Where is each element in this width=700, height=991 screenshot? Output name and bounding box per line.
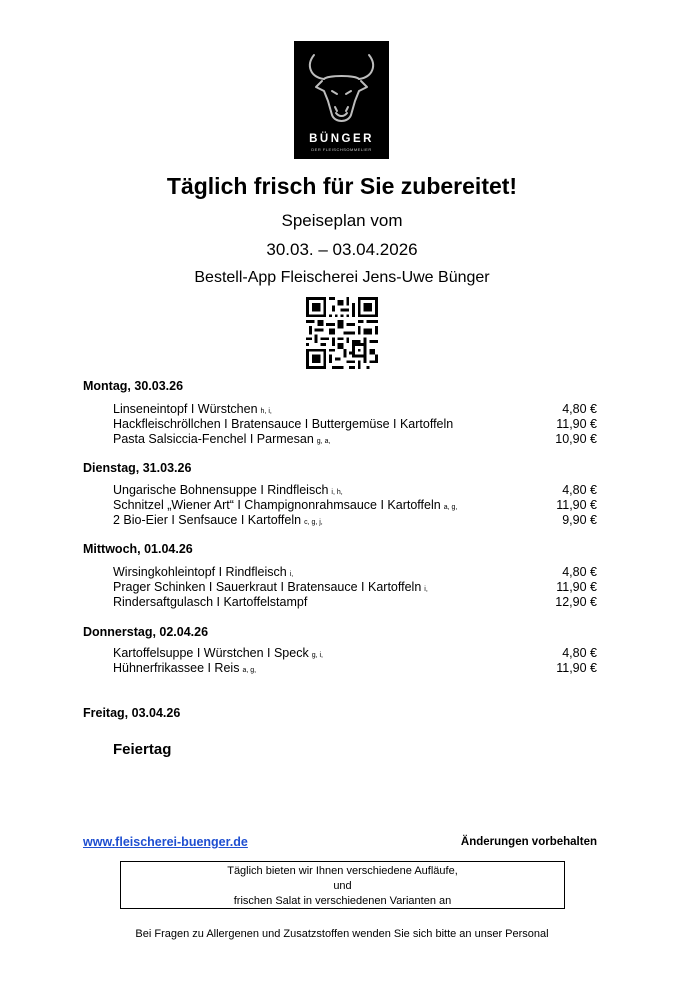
menu-item (113, 432, 597, 447)
allergen-note: Bei Fragen zu Allergenen und Zusatzstoffen wenden Sie sich bitte an unser Personal (135, 928, 549, 940)
dish-price: 9,90 € (562, 513, 597, 527)
dish-price: 4,80 € (562, 483, 597, 497)
offer-line: frischen Salat in verschiedenen Varianten an (233, 895, 452, 907)
dish-price: 11,90 € (556, 417, 597, 431)
allergen-codes: i, (424, 586, 428, 593)
dish-name: Ungarische Bohnensuppe I Rindfleisch (113, 483, 329, 497)
order-app-line: Bestell-App Fleischerei Jens-Uwe Bünger (194, 269, 490, 286)
dish-price: 4,80 € (562, 402, 597, 416)
dish-price: 11,90 € (556, 580, 597, 594)
allergen-codes: c, g, j, (304, 519, 323, 526)
menu-item (113, 565, 597, 580)
dish-price: 4,80 € (562, 646, 597, 660)
menu-item (113, 646, 597, 661)
company-logo (294, 41, 389, 159)
day-heading-thursday: Donnerstag, 02.04.26 (83, 625, 209, 639)
logo-name: BÜNGER (309, 133, 374, 145)
menu-item (113, 402, 597, 417)
allergen-codes: i, (289, 571, 294, 578)
dish-price: 12,90 € (555, 595, 597, 609)
dish-name: Wirsingkohleintopf I Rindfleisch (113, 565, 287, 579)
dish-name: Linseneintopf I Würstchen (113, 402, 258, 416)
daily-offer-box (120, 861, 565, 909)
menu-subtitle: Speiseplan vom (281, 211, 403, 230)
changes-notice: Änderungen vorbehalten (460, 836, 597, 848)
qr-code[interactable] (306, 297, 378, 369)
dish-name: Schnitzel „Wiener Art“ I Champignonrahmsauce I Kartoffeln (113, 498, 441, 512)
menu-item (113, 661, 597, 676)
dish-name: Hackfleischröllchen I Bratensauce I Buttergemüse I Kartoffeln (113, 417, 454, 431)
offer-line: Täglich bieten wir Ihnen verschiedene Aufläufe, (227, 865, 458, 877)
day-heading-friday: Freitag, 03.04.26 (83, 706, 181, 720)
menu-item (113, 498, 597, 513)
menu-date-range: 30.03. – 03.04.2026 (266, 240, 418, 259)
menu-item (113, 580, 597, 595)
day-heading-monday: Montag, 30.03.26 (83, 379, 184, 393)
menu-item (113, 595, 597, 610)
offer-line: und (333, 880, 352, 892)
day-heading-wednesday: Mittwoch, 01.04.26 (83, 542, 193, 556)
holiday-notice: Feiertag (113, 741, 172, 758)
allergen-codes: a, g, (443, 504, 458, 511)
menu-item (113, 417, 597, 432)
allergen-codes: i, h, (331, 489, 343, 496)
dish-name: 2 Bio-Eier I Senfsauce I Kartoffeln (113, 513, 302, 527)
dish-name: Rindersaftgulasch I Kartoffelstampf (113, 595, 308, 609)
allergen-codes: h, i, (260, 408, 272, 415)
dish-name: Prager Schinken I Sauerkraut I Bratensauce I Kartoffeln (113, 580, 422, 594)
allergen-codes: a, g, (242, 667, 257, 674)
allergen-codes: g, i, (311, 652, 323, 659)
dish-price: 11,90 € (556, 498, 597, 512)
dish-price: 4,80 € (562, 565, 597, 579)
allergen-codes: g, a, (316, 438, 331, 445)
page-title: Täglich frisch für Sie zubereitet! (166, 173, 518, 199)
dish-name: Pasta Salsiccia-Fenchel I Parmesan (113, 432, 314, 446)
menu-item (113, 513, 597, 528)
dish-price: 10,90 € (555, 432, 597, 446)
dish-name: Hühnerfrikassee I Reis (113, 661, 240, 675)
dish-name: Kartoffelsuppe I Würstchen I Speck (113, 646, 309, 660)
dish-price: 11,90 € (556, 661, 597, 675)
menu-item (113, 483, 597, 498)
website-link[interactable]: www.fleischerei-buenger.de (83, 835, 248, 849)
logo-tagline: DER FLEISCHSOMMELIER (311, 147, 372, 152)
day-heading-tuesday: Dienstag, 31.03.26 (83, 461, 192, 475)
